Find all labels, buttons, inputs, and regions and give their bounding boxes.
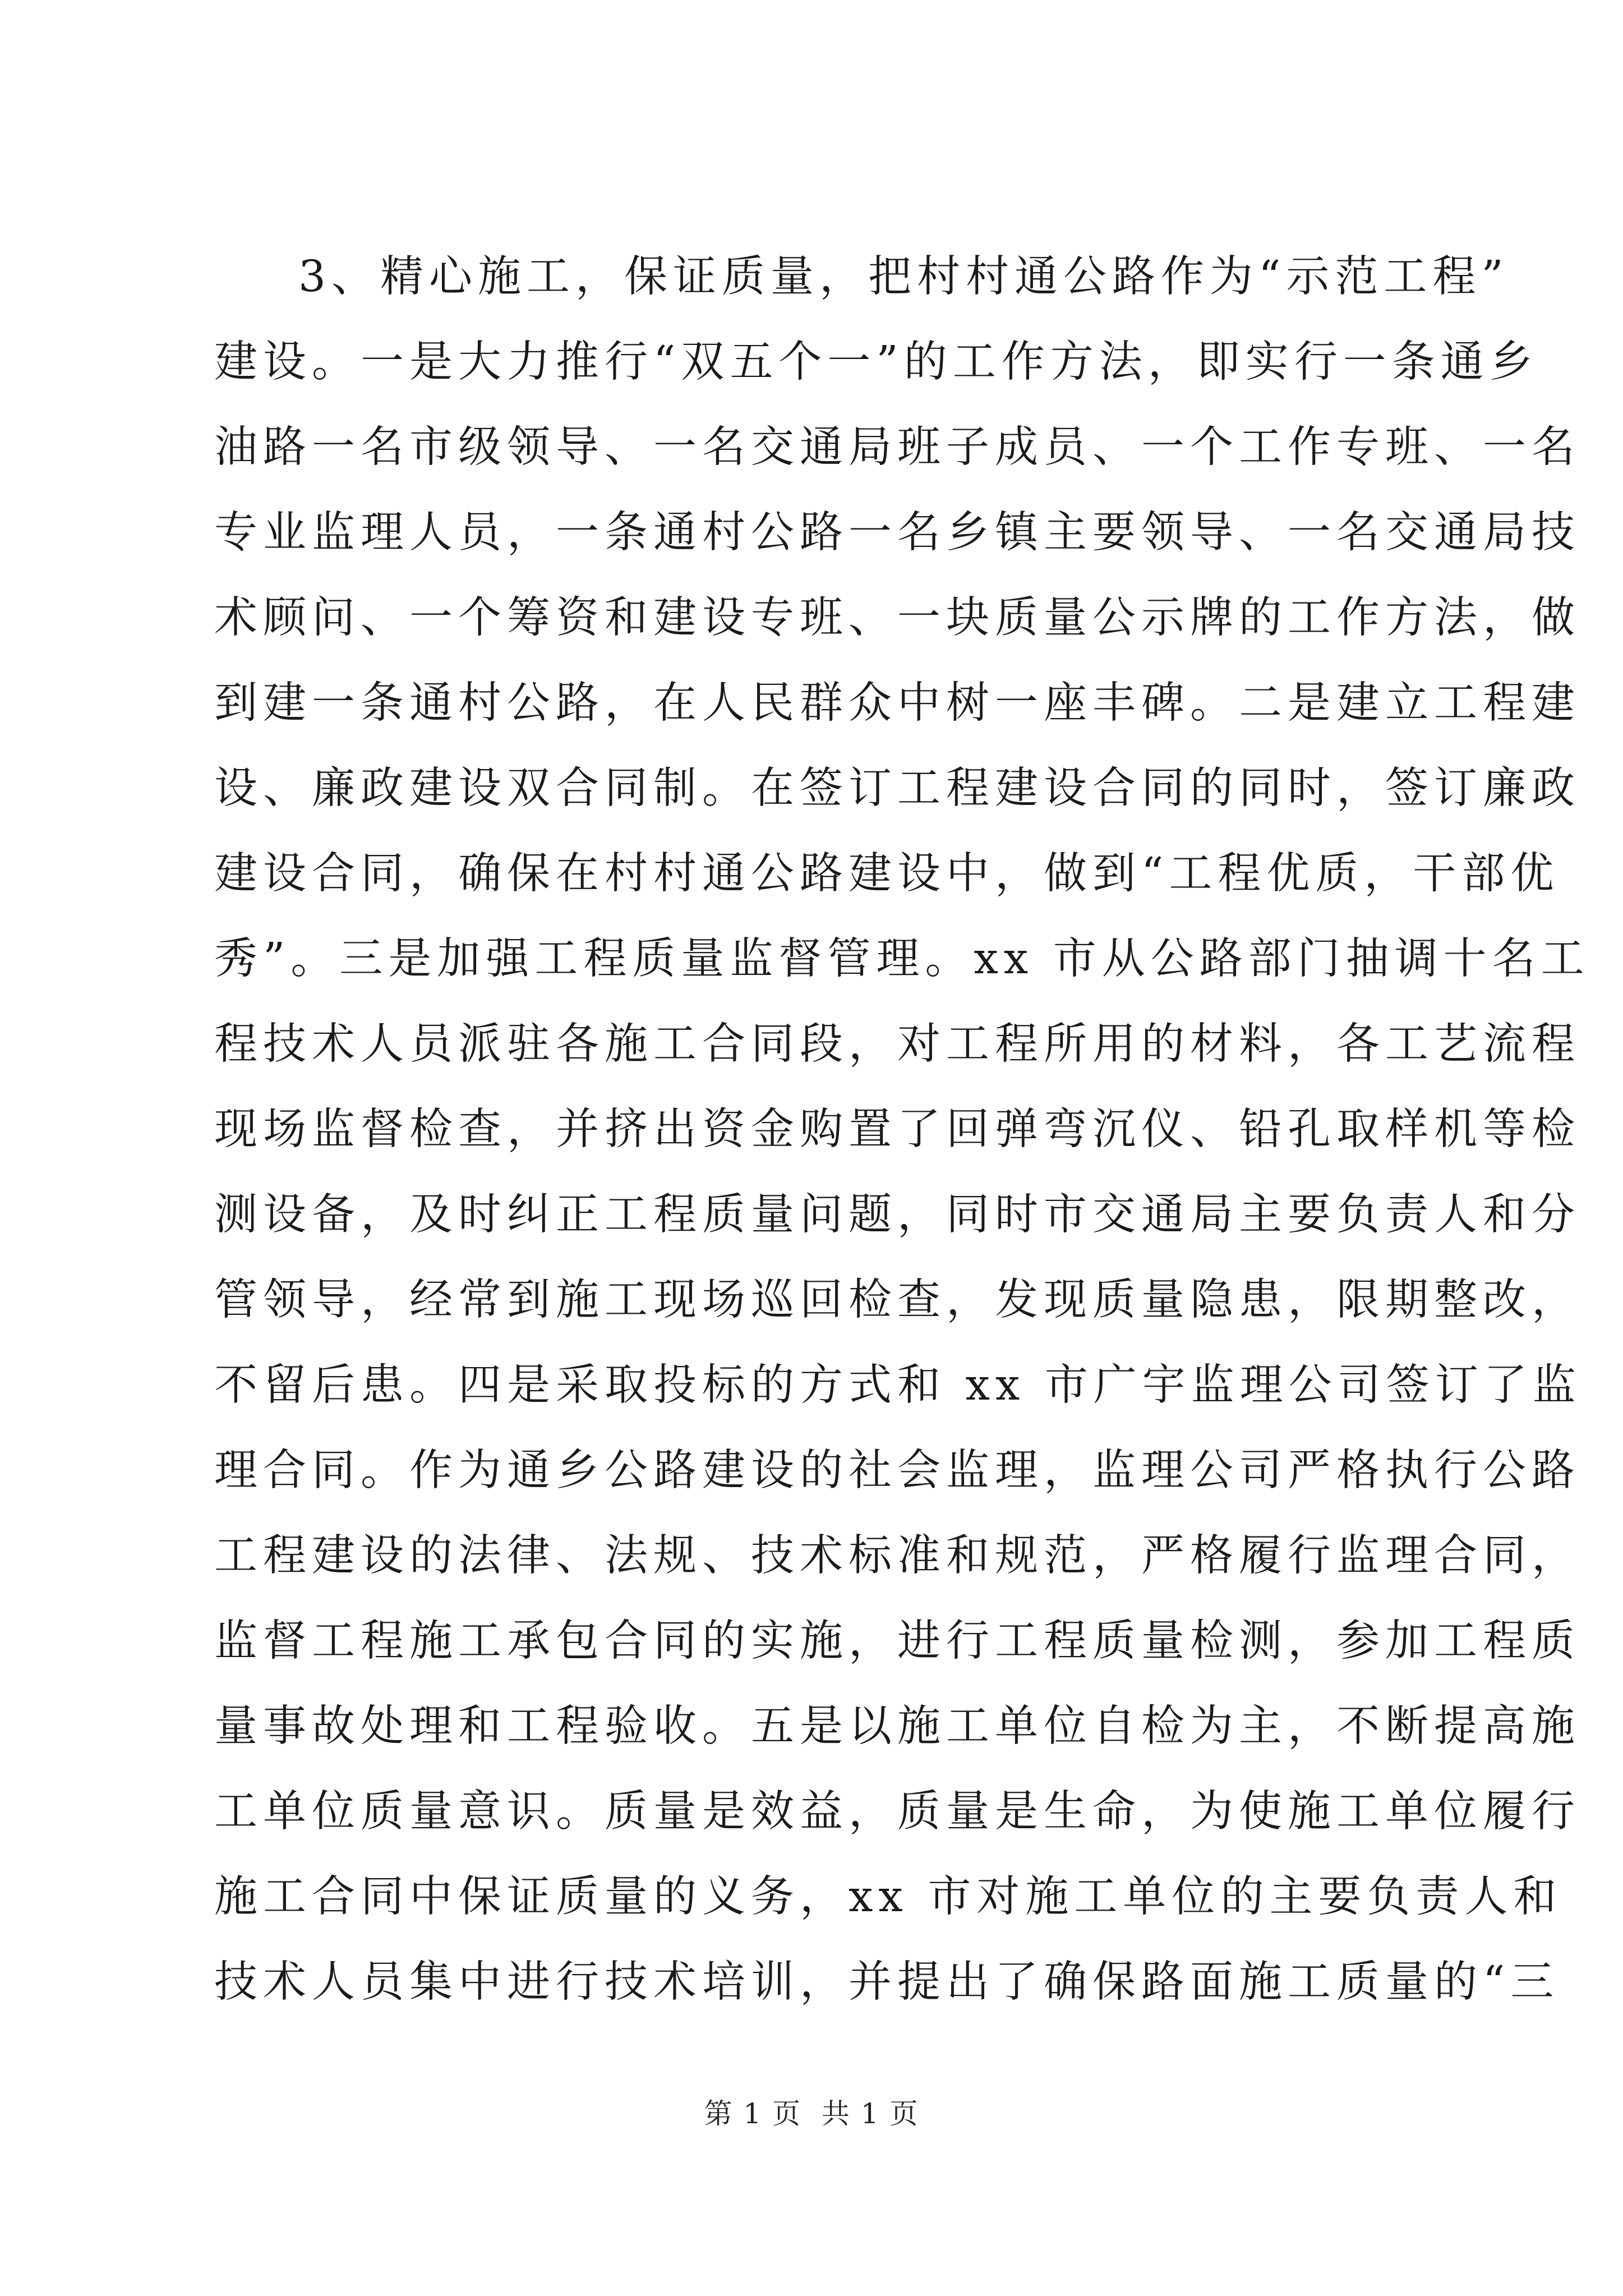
paragraph-line: 术顾问、一个筹资和建设专班、一块质量公示牌的工作方法，做 xyxy=(214,593,1580,643)
paragraph-line: 现场监督检查，并挤出资金购置了回弹弯沉仪、铅孔取样机等检 xyxy=(214,1105,1580,1154)
paragraph-line: 不留后患。四是采取投标的方式和 xx 市广宇监理公司签订了监 xyxy=(214,1360,1581,1410)
paragraph-line: 建设。一是大力推行“双五个一”的工作方法，即实行一条通乡 xyxy=(214,337,1538,387)
paragraph-line: 设、廉政建设双合同制。在签订工程建设合同的同时，签订廉政 xyxy=(214,763,1580,813)
paragraph-line: 油路一名市级领导、一名交通局班子成员、一个工作专班、一名 xyxy=(214,422,1580,472)
paragraph-line: 3、精心施工，保证质量，把村村通公路作为“示范工程” xyxy=(298,252,1509,302)
paragraph-line: 程技术人员派驻各施工合同段，对工程所用的材料，各工艺流程 xyxy=(214,1019,1580,1069)
body-paragraph xyxy=(214,234,1590,2025)
paragraph-line: 测设备，及时纠正工程质量问题，同时市交通局主要负责人和分 xyxy=(214,1190,1580,1240)
paragraph-line: 监督工程施工承包合同的实施，进行工程质量检测，参加工程质 xyxy=(214,1616,1580,1666)
page-footer: 第 1 页 共 1 页 xyxy=(704,2097,919,2130)
paragraph-line: 理合同。作为通乡公路建设的社会监理，监理公司严格执行公路 xyxy=(214,1446,1580,1496)
paragraph-line: 施工合同中保证质量的义务，xx 市对施工单位的主要负责人和 xyxy=(214,1872,1562,1922)
paragraph-line: 建设合同，确保在村村通公路建设中，做到“工程优质，干部优 xyxy=(214,849,1560,899)
paragraph-line: 工程建设的法律、法规、技术标准和规范，严格履行监理合同， xyxy=(214,1531,1580,1581)
paragraph-line: 工单位质量意识。质量是效益，质量是生命，为使施工单位履行 xyxy=(214,1787,1580,1837)
paragraph-line: 到建一条通村公路，在人民群众中树一座丰碑。二是建立工程建 xyxy=(214,678,1580,728)
paragraph-line: 技术人员集中进行技术培训，并提出了确保路面施工质量的“三 xyxy=(214,1957,1560,2007)
paragraph-line: 管领导，经常到施工现场巡回检查，发现质量隐患，限期整改， xyxy=(214,1275,1580,1325)
paragraph-line: 专业监理人员，一条通村公路一名乡镇主要领导、一名交通局技 xyxy=(214,508,1580,558)
paragraph-line: 量事故处理和工程验收。五是以施工单位自检为主，不断提高施 xyxy=(214,1701,1580,1751)
paragraph-line: 秀”。三是加强工程质量监督管理。xx 市从公路部门抽调十名工 xyxy=(214,934,1590,984)
